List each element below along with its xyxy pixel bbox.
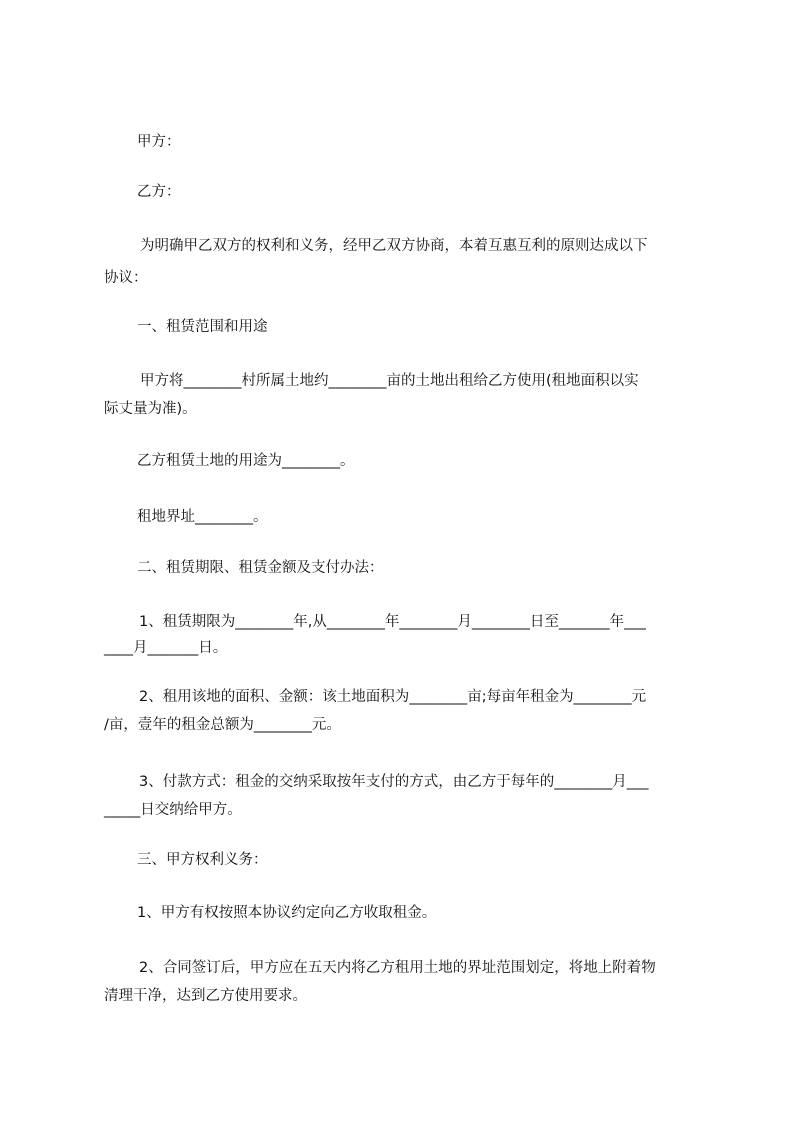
section-2-heading: 二、租赁期限、租赁金额及支付办法：	[137, 560, 384, 576]
section-3-heading: 三、甲方权利义务：	[137, 852, 268, 868]
clause-1-line-1: 甲方将________村所属土地约________亩的土地出租给乙方使用(租地面积以实	[140, 373, 639, 389]
clause-1-line-2: 际丈量为准)。	[104, 401, 197, 417]
party-a-duty-2-line-2: 清理干净，达到乙方使用要求。	[104, 988, 307, 1004]
land-use-clause: 乙方租赁土地的用途为________。	[137, 453, 355, 469]
payment-clause-line-2: _____日交纳给甲方。	[104, 802, 242, 818]
preamble-line-1: 为明确甲乙双方的权利和义务，经甲乙双方协商，本着互惠互利的原则达成以下	[140, 238, 648, 254]
section-1-heading: 一、租赁范围和用途	[137, 319, 268, 335]
term-clause-line-1: 1、租赁期限为________年,从________年________月________日至_______年___	[139, 614, 646, 630]
amount-clause-line-2: /亩，壹年的租金总额为________元。	[104, 717, 341, 733]
boundary-clause: 租地界址________。	[137, 509, 268, 525]
party-a-duty-2-line-1: 2、合同签订后，甲方应在五天内将乙方租用土地的界址范围划定，将地上附着物	[139, 960, 656, 976]
party-b-label: 乙方：	[137, 184, 181, 200]
amount-clause-line-1: 2、租用该地的面积、金额：该土地面积为________亩;每亩年租金为________元	[139, 689, 647, 705]
party-a-right-1: 1、甲方有权按照本协议约定向乙方收取租金。	[137, 905, 437, 921]
preamble-line-2: 协议：	[104, 270, 148, 286]
party-a-label: 甲方：	[137, 134, 181, 150]
term-clause-line-2: ____月_______日。	[104, 640, 228, 656]
payment-clause-line-1: 3、付款方式：租金的交纳采取按年支付的方式，由乙方于每年的________月___	[139, 774, 649, 790]
